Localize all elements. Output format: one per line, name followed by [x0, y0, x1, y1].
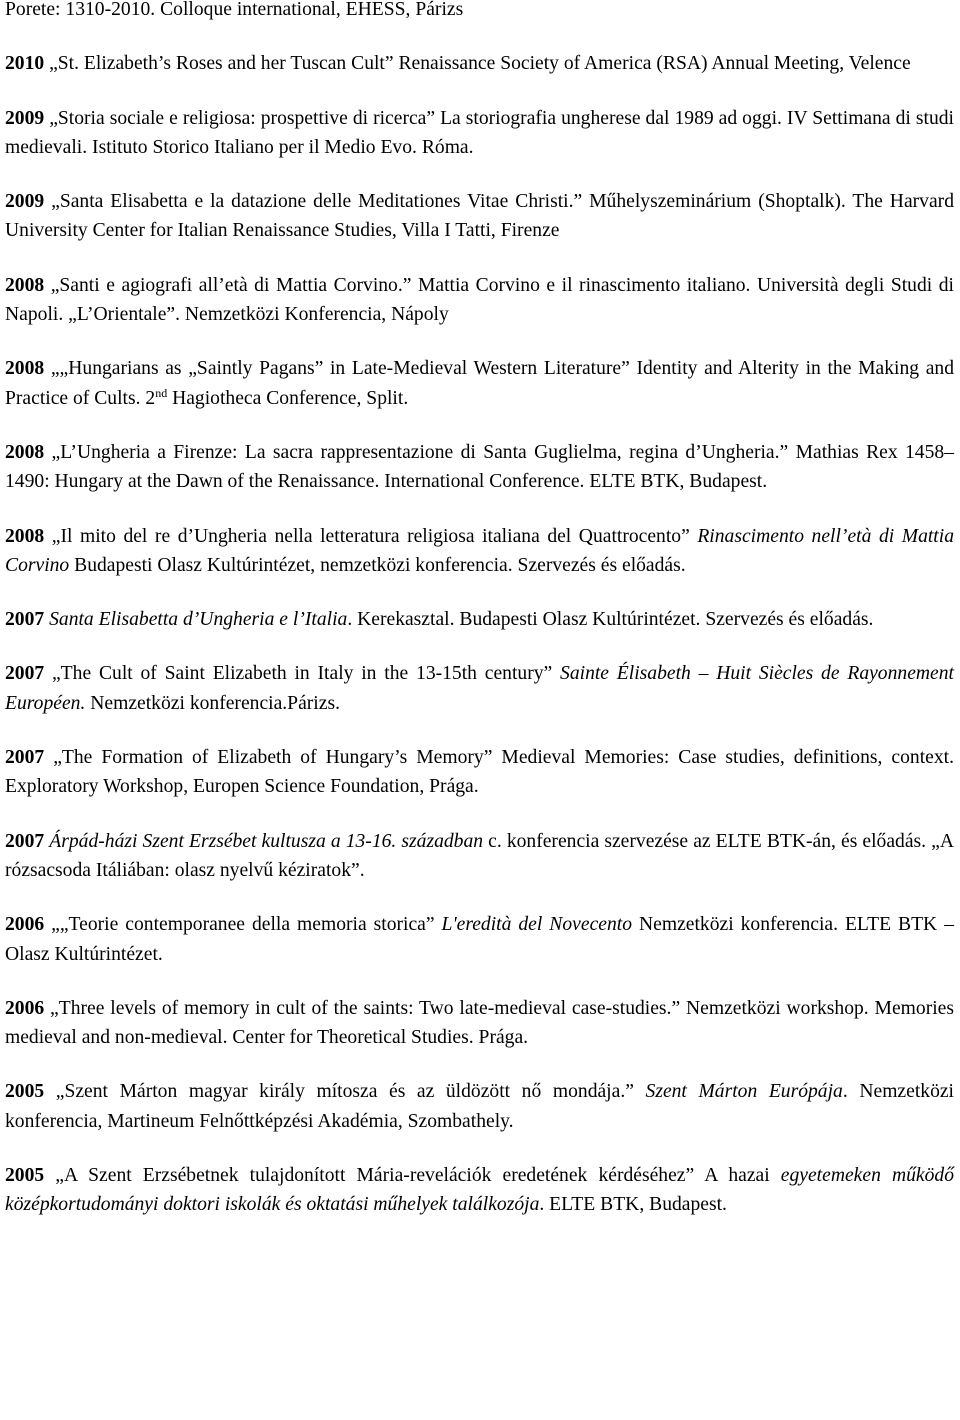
entry-2008-ungheria: [5, 438, 954, 497]
entry-text: „Santa Elisabetta e la datazione delle Meditationes Vitae Christi.” Műhelyszeminárium (Shoptalk). The Harvard University Center for Italian Renaissance Studies, Villa I Tatti, Firenze: [5, 191, 954, 242]
entry-2006-teorie: [5, 910, 954, 969]
entry-text: „„Teorie contemporanee della memoria storica”: [44, 914, 442, 936]
entry-year: 2005: [5, 1081, 45, 1103]
entry-text: „Three levels of memory in cult of the saints: Two late-medieval case-studies.” Nemzetközi workshop. Memories medieval and non-medieval. Center for Theoretical Studies. Prága.: [5, 997, 954, 1049]
entry-year: 2008: [5, 358, 45, 380]
entry-text: „The Formation of Elizabeth of Hungary’s Memory” Medieval Memories: Case studies, definitions, context. Exploratory Workshop, Europen Science Foundation, Prága.: [5, 747, 954, 798]
entry-2008-santi: [5, 271, 954, 330]
entry-year: 2010: [5, 53, 45, 75]
entry-2010-rsa: [5, 49, 954, 78]
entry-year: 2009: [5, 191, 45, 213]
entry-text: „Storia sociale e religiosa: prospettive di ricerca” La storiografia ungherese dal 1989 ad oggi. IV Settimana di studi medievali. Istituto Storico Italiano per il Medio Evo. Róma.: [5, 107, 954, 158]
entry-italic-title: egyetemeken működő középkortudományi doktori iskolák és oktatási műhelyek találkozója: [5, 1165, 954, 1216]
entry-italic-title: L'eredità del Novecento: [441, 914, 632, 936]
entry-text: „„Hungarians as „Saintly Pagans” in Late-Medieval Western Literature” Identity and Alterity in the Making and Practice of Cults. 2: [5, 358, 954, 409]
entry-text: Nemzetközi konferencia. ELTE BTK – Olasz Kultúrintézet.: [5, 914, 954, 965]
entry-2006-three-levels: [5, 994, 954, 1053]
entry-italic-title: Rinascimento nell’età di Mattia Corvino: [5, 525, 954, 576]
entry-italic-title: Sainte Élisabeth – Huit Siècles de Rayonnement Européen.: [5, 663, 954, 714]
entry-text: . ELTE BTK, Budapest.: [539, 1194, 727, 1216]
entry-2009-storia: [5, 104, 954, 163]
entry-2008-mito: [5, 522, 954, 581]
entry-text: Budapesti Olasz Kultúrintézet, nemzetközi konferencia. Szervezés és előadás.: [69, 554, 686, 576]
entry-text: „St. Elizabeth’s Roses and her Tuscan Cult” Renaissance Society of America (RSA) Annual Meeting, Velence: [44, 53, 911, 75]
entry-year: 2009: [5, 107, 45, 129]
entry-text: „L’Ungheria a Firenze: La sacra rappresentazione di Santa Guglielma, regina d’Ungheria.” Mathias Rex 1458–1490: Hungary at the Dawn of the Renaissance. International Conference. ELTE BTK, Budapest.: [5, 441, 954, 493]
entry-text: . Kerekasztal. Budapesti Olasz Kultúrintézet. Szervezés és előadás.: [347, 609, 874, 631]
entry-2008-hungarians: [5, 354, 954, 413]
entry-year: 2007: [5, 609, 45, 631]
entry-2007-arpad: [5, 827, 954, 886]
entry-italic-title: Árpád-házi Szent Erzsébet kultusza a 13-16. században: [49, 830, 484, 852]
entry-year: 2008: [5, 441, 45, 463]
entry-text: Hagiotheca Conference, Split.: [167, 387, 409, 409]
entry-year: 2007: [5, 830, 45, 852]
entry-2005-szent-marton: [5, 1077, 954, 1136]
entry-text: „A Szent Erzsébetnek tulajdonított Mária-revelációk eredetének kérdéséhez” A hazai: [44, 1165, 781, 1187]
entry-year: 2005: [5, 1165, 45, 1187]
entry-year: 2007: [5, 747, 45, 769]
entry-text: „Santi e agiografi all’età di Mattia Corvino.” Mattia Corvino e il rinascimento italiano. Università degli Studi di Napoli. „L’Orientale”. Nemzetközi Konferencia, Nápoly: [5, 274, 954, 326]
entry-text: . Nemzetközi konferencia, Martineum Felnőttképzési Akadémia, Szombathely.: [5, 1081, 955, 1132]
entry-text: „Szent Márton magyar király mítosza és az üldözött nő mondája.”: [44, 1081, 646, 1103]
entry-2009-santa-elisabetta: [5, 187, 954, 246]
entry-text: Nemzetközi konferencia.Párizs.: [85, 692, 340, 714]
entry-year: 2006: [5, 997, 45, 1019]
entry-2007-santa-elisabetta: [5, 605, 954, 634]
entry-year: 2007: [5, 663, 45, 685]
entry-year: 2008: [5, 525, 45, 547]
entry-italic-title: Szent Márton Európája: [645, 1081, 843, 1103]
entry-year: 2008: [5, 274, 45, 296]
entry-2005-szent-erzsebet: [5, 1161, 954, 1220]
entry-text: c. konferencia szervezése az ELTE BTK-án, és előadás. „A rózsacsoda Itáliában: olasz nyelvű kéziratok”.: [5, 830, 954, 881]
entry-italic-title: Santa Elisabetta d’Ungheria e l’Italia: [49, 609, 348, 631]
entry-year: 2006: [5, 914, 45, 936]
entry-text: „The Cult of Saint Elizabeth in Italy in the 13-15th century”: [44, 663, 561, 685]
entry-text: Porete: 1310-2010. Colloque international, EHESS, Párizs: [5, 0, 464, 20]
entry-2007-cult: [5, 659, 954, 718]
entry-porete: [5, 0, 954, 24]
entry-2007-formation: [5, 743, 954, 802]
entry-text: „Il mito del re d’Ungheria nella letteratura religiosa italiana del Quattrocento”: [44, 525, 698, 547]
entry-superscript: nd: [155, 385, 168, 400]
